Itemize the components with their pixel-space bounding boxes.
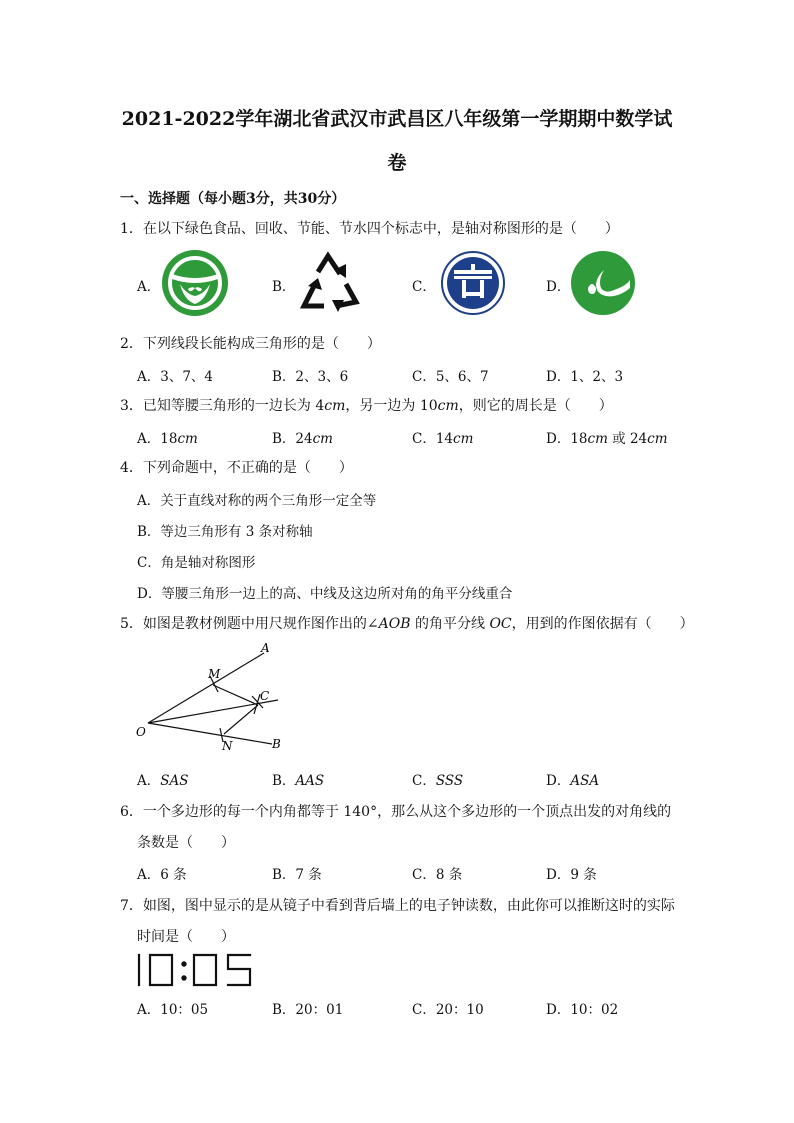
ray-ob	[148, 723, 272, 744]
q5-angle-aob: AOB	[378, 616, 411, 632]
label-o: O	[136, 725, 146, 739]
label-n: N	[222, 739, 233, 753]
energy-saving-logo-icon	[440, 250, 506, 316]
q3-stem-part-b: ，另一边为 10	[345, 398, 438, 414]
q6-option-a: A．6 条	[137, 867, 187, 883]
q4-option-b: B．等边三角形有 3 条对称轴	[137, 524, 313, 540]
exam-title-line2: 卷	[387, 152, 407, 174]
q5-option-b-value: AAS	[295, 773, 325, 789]
q4-option-c: C．角是轴对称图形	[137, 555, 256, 571]
q3-option-b-unit: cm	[312, 431, 333, 447]
q5-option-c	[412, 769, 463, 789]
q4-option-a: A．关于直线对称的两个三角形一定全等	[137, 493, 377, 509]
q3-unit-2: cm	[437, 398, 459, 414]
question-7-line1: 7．如图，图中显示的是从镜子中看到背后墙上的电子钟读数，由此你可以推断这时的实际	[120, 898, 675, 914]
q2-option-b: B．2、3、6	[272, 369, 349, 385]
q5-option-a	[137, 769, 189, 789]
q3-option-b	[272, 427, 333, 447]
q5-option-a-prefix: A．	[137, 773, 161, 789]
q5-stem-part-b: 的角平分线	[410, 616, 490, 632]
section-heading: 一、选择题（每小题3分，共30分）	[120, 191, 346, 207]
q1-option-b-label: B．	[272, 279, 296, 295]
question-6-line2: 条数是（ ）	[137, 835, 235, 851]
q6-option-b: B．7 条	[272, 867, 322, 883]
q5-option-b-prefix: B．	[272, 773, 296, 789]
q3-option-a	[137, 427, 198, 447]
label-m: M	[208, 667, 221, 681]
q2-option-a: A．3、7、4	[137, 369, 214, 385]
q3-stem-part-a: 3．已知等腰三角形的一边长为 4	[120, 398, 325, 414]
q4-option-d: D．等腰三角形一边上的高、中线及这边所对角的角平分线重合	[137, 586, 513, 602]
arc-segment-nc	[224, 705, 258, 734]
q2-option-c: C．5、6、7	[412, 369, 489, 385]
question-5-stem	[120, 613, 694, 633]
q1-option-d-label: D．	[546, 279, 571, 295]
q3-stem-part-c: ，则它的周长是（ ）	[458, 398, 613, 414]
q5-option-d-prefix: D．	[546, 773, 571, 789]
q3-option-d-value: D．18	[546, 431, 588, 447]
exam-title-line1: 2021-2022学年湖北省武汉市武昌区八年级第一学期期中数学试	[121, 108, 673, 130]
q3-option-b-value: B．24	[272, 431, 313, 447]
q7-option-a: A．10：05	[137, 1002, 209, 1018]
q3-option-d-unit-1: cm	[587, 431, 608, 447]
q3-option-a-unit: cm	[177, 431, 198, 447]
question-3-stem	[120, 395, 613, 415]
label-c: C	[260, 689, 270, 703]
q6-option-d: D．9 条	[546, 867, 597, 883]
q1-option-c-label: C．	[412, 279, 436, 295]
recycle-icon	[296, 250, 364, 316]
angle-bisector-figure	[130, 640, 300, 755]
q3-option-c	[412, 427, 473, 447]
mirrored-digital-clock-figure	[136, 952, 256, 990]
question-6-line1: 6．一个多边形的每一个内角都等于 140°，那么从这个多边形的一个顶点出发的对角线的	[120, 804, 672, 820]
q3-option-d	[546, 427, 668, 447]
q5-option-d-value: ASA	[570, 773, 600, 789]
q1-option-a-label: A．	[137, 279, 161, 295]
q3-option-a-value: A．18	[137, 431, 178, 447]
question-4-stem: 4．下列命题中，不正确的是（ ）	[120, 460, 353, 476]
q3-unit-1: cm	[324, 398, 346, 414]
q5-option-d	[546, 769, 599, 789]
q2-option-d: D．1、2、3	[546, 369, 624, 385]
label-b: B	[272, 737, 281, 751]
q6-option-c: C．8 条	[412, 867, 463, 883]
label-a: A	[261, 641, 270, 655]
q3-option-d-mid: 或 24	[607, 431, 648, 447]
q5-stem-part-c: ，用到的作图依据有（ ）	[511, 616, 694, 632]
question-7-line2: 时间是（ ）	[137, 929, 235, 945]
q5-option-c-prefix: C．	[412, 773, 436, 789]
q7-option-d: D．10：02	[546, 1002, 619, 1018]
q5-stem-part-a: 5．如图是教材例题中用尺规作图作出的∠	[120, 616, 379, 632]
q5-ray-oc: OC	[489, 616, 512, 632]
question-1-stem: 1．在以下绿色食品、回收、节能、节水四个标志中，是轴对称图形的是（ ）	[120, 221, 619, 237]
water-saving-logo-icon	[570, 250, 636, 316]
q3-option-c-unit: cm	[453, 431, 474, 447]
q5-option-a-value: SAS	[160, 773, 189, 789]
green-food-logo-icon	[160, 248, 230, 318]
q3-option-c-value: C．14	[412, 431, 454, 447]
q5-option-b	[272, 769, 324, 789]
q7-option-c: C．20：10	[412, 1002, 484, 1018]
arc-segment-mc	[213, 685, 258, 705]
q5-option-c-value: SSS	[435, 773, 464, 789]
q3-option-d-unit-2: cm	[647, 431, 668, 447]
question-2-stem: 2．下列线段长能构成三角形的是（ ）	[120, 336, 381, 352]
q7-option-b: B．20：01	[272, 1002, 344, 1018]
